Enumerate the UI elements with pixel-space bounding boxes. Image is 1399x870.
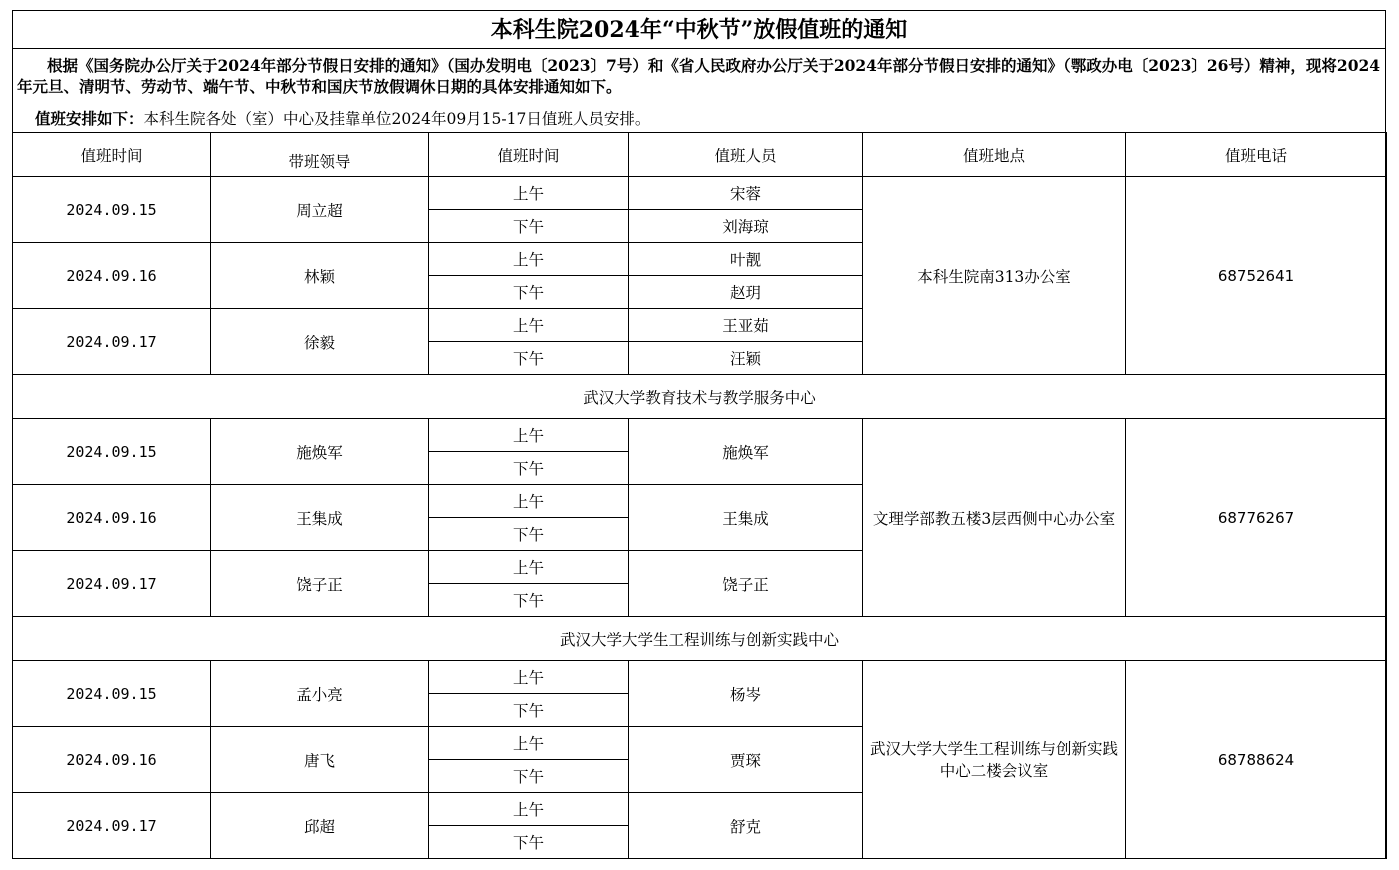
date-cell: 2024.09.15	[13, 661, 211, 727]
staff-cell: 宋蓉	[629, 177, 863, 210]
time-am: 上午	[429, 309, 629, 342]
table-row	[13, 661, 1387, 694]
date-cell: 2024.09.16	[13, 727, 211, 793]
time-am: 上午	[429, 177, 629, 210]
header-leader-label: 带班领导	[288, 152, 351, 171]
header-time: 值班时间	[429, 133, 629, 177]
staff-cell: 杨岑	[629, 661, 863, 727]
leader-cell: 王集成	[211, 485, 429, 551]
header-staff: 值班人员	[629, 133, 863, 177]
notice-sheet	[12, 10, 1386, 859]
date-cell: 2024.09.17	[13, 551, 211, 617]
time-pm: 下午	[429, 342, 629, 375]
duty-table	[12, 132, 1387, 859]
time-am: 上午	[429, 485, 629, 518]
location-cell: 本科生院南313办公室	[863, 177, 1126, 375]
leader-cell: 施焕军	[211, 419, 429, 485]
staff-cell: 叶靓	[629, 243, 863, 276]
time-am: 上午	[429, 727, 629, 760]
table-row	[13, 419, 1387, 452]
header-location: 值班地点	[863, 133, 1126, 177]
section-title: 武汉大学大学生工程训练与创新实践中心	[13, 617, 1387, 661]
time-pm: 下午	[429, 826, 629, 859]
date-cell: 2024.09.16	[13, 243, 211, 309]
time-pm: 下午	[429, 518, 629, 551]
table-row	[13, 177, 1387, 210]
date-cell: 2024.09.15	[13, 177, 211, 243]
staff-cell: 王亚茹	[629, 309, 863, 342]
notice-title: 本科生院2024年“中秋节”放假值班的通知	[13, 11, 1385, 49]
leader-cell: 邱超	[211, 793, 429, 859]
leader-cell: 饶子正	[211, 551, 429, 617]
staff-cell: 汪颖	[629, 342, 863, 375]
time-am: 上午	[429, 551, 629, 584]
date-cell: 2024.09.16	[13, 485, 211, 551]
time-pm: 下午	[429, 760, 629, 793]
location-cell: 武汉大学大学生工程训练与创新实践中心二楼会议室	[863, 661, 1126, 859]
leader-cell: 林颖	[211, 243, 429, 309]
section-row	[13, 617, 1387, 661]
leader-cell: 唐飞	[211, 727, 429, 793]
location-cell: 文理学部教五楼3层西侧中心办公室	[863, 419, 1126, 617]
staff-cell: 施焕军	[629, 419, 863, 485]
staff-cell: 王集成	[629, 485, 863, 551]
time-pm: 下午	[429, 210, 629, 243]
time-pm: 下午	[429, 584, 629, 617]
staff-cell: 赵玥	[629, 276, 863, 309]
phone-cell: 68788624	[1126, 661, 1387, 859]
phone-cell: 68776267	[1126, 419, 1387, 617]
leader-cell: 孟小亮	[211, 661, 429, 727]
notice-intro: 根据《国务院办公厅关于2024年部分节假日安排的通知》（国办发明电〔2023〕7号）和《省人民政府办公厅关于2024年部分节假日安排的通知》（鄂政办电〔2023〕26号）精神，现将2024年元旦、清明节、劳动节、端午节、中秋节和国庆节放假调休日期的具体安排通知如下。	[17, 56, 1381, 96]
phone-cell: 68752641	[1126, 177, 1387, 375]
time-am: 上午	[429, 793, 629, 826]
section-row	[13, 375, 1387, 419]
arrangement-text: 本科生院各处（室）中心及挂靠单位2024年09月15-17日值班人员安排。	[143, 110, 651, 128]
time-am: 上午	[429, 661, 629, 694]
staff-cell: 刘海琼	[629, 210, 863, 243]
section-title: 武汉大学教育技术与教学服务中心	[13, 375, 1387, 419]
header-date: 值班时间	[13, 133, 211, 177]
leader-cell: 徐毅	[211, 309, 429, 375]
date-cell: 2024.09.17	[13, 793, 211, 859]
header-phone: 值班电话	[1126, 133, 1387, 177]
date-cell: 2024.09.15	[13, 419, 211, 485]
staff-cell: 舒克	[629, 793, 863, 859]
leader-cell: 周立超	[211, 177, 429, 243]
header-row	[13, 133, 1387, 177]
arrangement-line	[35, 108, 650, 130]
time-am: 上午	[429, 243, 629, 276]
date-cell: 2024.09.17	[13, 309, 211, 375]
staff-cell: 贾琛	[629, 727, 863, 793]
staff-cell: 饶子正	[629, 551, 863, 617]
time-pm: 下午	[429, 694, 629, 727]
time-pm: 下午	[429, 452, 629, 485]
time-pm: 下午	[429, 276, 629, 309]
time-am: 上午	[429, 419, 629, 452]
header-leader	[211, 133, 429, 177]
arrangement-label: 值班安排如下：	[35, 109, 144, 128]
